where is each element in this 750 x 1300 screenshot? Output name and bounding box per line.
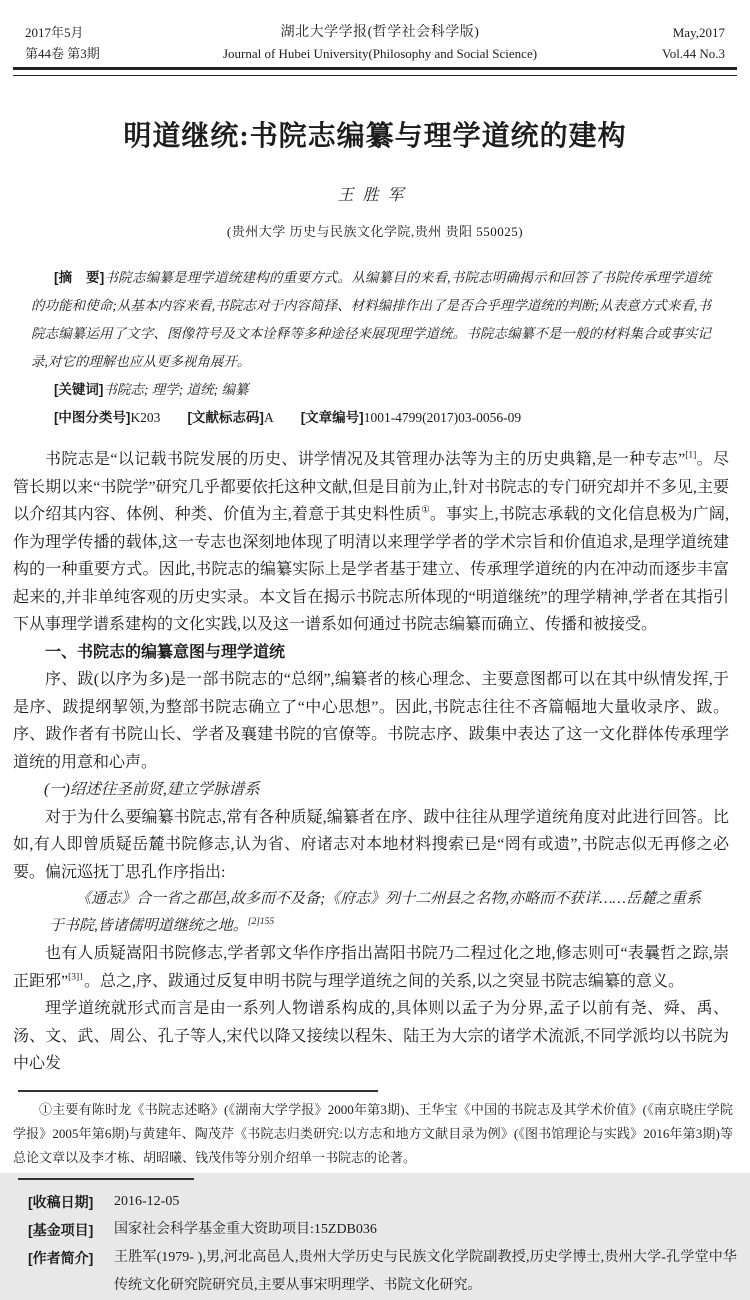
article-author: 王胜军	[337, 187, 413, 204]
footnote-ref-1: ①	[421, 505, 430, 516]
citation-ref-3: [3]1	[68, 972, 84, 983]
author-bio-label: [作者简介]	[28, 1249, 94, 1266]
abstract-paragraph	[31, 264, 711, 376]
article-title: 明道继统:书院志编纂与理学道统的建构	[123, 121, 627, 152]
article-id-label: [文章编号]	[300, 410, 364, 425]
article-meta	[13, 1188, 737, 1300]
doc-code-label: [文献标志码]	[187, 410, 264, 425]
paragraph-5: 理学道统就形式而言是由一系列人物谱系构成的,具体则以孟子为分界,孟子以前有尧、舜、禹、汤、文、武、周公、孔子等人,宋代以降又接续以程朱、陆王为大宗的诸学术流派,不同学派均以书院为中心发	[13, 1000, 729, 1072]
received-date-value: 2016-12-05	[114, 1193, 180, 1209]
header-volume-cn: 第44卷 第3期	[25, 46, 100, 61]
paragraph-3: 对于为什么要编纂书院志,常有各种质疑,编纂者在序、跋中往往从理学道统角度对此进行回答。比如,有人即曾质疑岳麓书院修志,认为省、府诸志对本地材料搜索已是“罔有或遗”,书院志似无再修之必要。偏沅巡抚丁思孔作序指出:	[13, 808, 729, 881]
article-id-value: 1001-4799(2017)03-0056-09	[363, 410, 522, 425]
received-date-row	[28, 1188, 737, 1216]
block-quote	[49, 886, 701, 940]
paragraph-4	[13, 940, 729, 995]
fund-label: [基金项目]	[28, 1221, 94, 1238]
paragraph-1-text: 。尽管长期以来“书院学”研究几乎都要依托这种文献,但是目前为止,针对书院志的专门研究却并不多见,主要以介绍其内容、体例、种类、价值为主,着意于其史料性质	[13, 451, 729, 523]
received-date-label: [收稿日期]	[28, 1193, 94, 1210]
fund-row	[28, 1216, 737, 1244]
abstract-text: 书院志编纂是理学道统建构的重要方式。从编纂目的来看,书院志明确揭示和回答了书院传承理学道统的功能和使命;从基本内容来看,书院志对于内容简择、材料编排作出了是否合乎理学道统的判断;从表意方式来看,书院志编纂运用了文字、图像符号及文本诠释等多种途径来展现理学道统。书院志编纂不是一般的材料集合或事实记录,对它的理解也应从更多视角展开。	[31, 270, 711, 369]
fund-value: 国家社会科学基金重大资助项目:15ZDB036	[114, 1221, 377, 1237]
paragraph-1	[13, 446, 729, 639]
abstract-block	[31, 264, 711, 432]
subsection-heading-1: (一)绍述往圣前贤,建立学脉谱系	[44, 781, 260, 798]
header-date-cn: 2017年5月	[25, 25, 84, 40]
article-body	[13, 446, 729, 1078]
footnote-rule	[18, 1090, 378, 1092]
section-heading-1: 一、书院志的编纂意图与理学道统	[45, 643, 286, 661]
clc-value: K203	[130, 410, 161, 425]
author-bio-row	[28, 1244, 737, 1300]
meta-rule	[18, 1178, 194, 1180]
keywords-row	[31, 376, 711, 404]
article-affiliation: (贵州大学 历史与民族文化学院,贵州 贵阳 550025)	[226, 224, 524, 239]
classification-row	[31, 404, 711, 432]
citation-ref-2: [2]155	[247, 917, 275, 927]
journal-name-en: Journal of Hubei University(Philosophy and Social Science)	[222, 46, 538, 61]
paragraph-1-text: 。事实上,书院志承载的文化信息极为广阔,作为理学传播的载体,这一专志也深刻地体现了明清以来理学学者的学术宗旨和价值追求,是理学道统建构的一种重要方式。因此,书院志的编纂实际上是学者基于建立、传承理学道统的内在冲动而逐步丰富起来的,并非单纯客观的历史实录。本文旨在揭示书院志所体现的“明道继统”的理学精神,学者在其指引下从事理学谱系建构的文化实践,以及这一谱系如何通过书院志编纂而确立、传播和被接受。	[13, 506, 729, 633]
header-rule	[13, 67, 737, 76]
header-journal-name	[145, 22, 615, 64]
paragraph-2: 序、跋(以序为多)是一部书院志的“总纲”,编纂者的核心理念、主要意图都可以在其中纵情发挥,于是序、跋提纲挈领,为整部书院志确立了“中心思想”。因此,书院志往往不吝篇幅地大量收录序、跋。序、跋作者有书院山长、学者及襄建书院的官僚等。书院志序、跋集中表达了这一文化群体传承理学道统的用意和心声。	[13, 671, 729, 771]
paragraph-4-text: 。总之,序、跋通过反复申明书院与理学道统之间的关系,以之突显书院志编纂的意义。	[83, 972, 684, 990]
quote-text: 《通志》合一省之郡邑,故多而不及备;《府志》列十二州县之名物,亦略而不获详……岳麓之重系于书院,皆诸儒明道继统之地。	[49, 891, 701, 934]
header-issue-info-en	[615, 22, 725, 64]
header-issue-info	[25, 22, 145, 64]
journal-header	[13, 22, 737, 64]
doc-code-value: A	[263, 410, 274, 425]
keywords-label: [关键词]	[53, 382, 104, 397]
author-bio-value: 王胜军(1979- ),男,河北高邑人,贵州大学历史与民族文化学院副教授,历史学博士,贵州大学-孔学堂中华传统文化研究院研究员,主要从事宋明理学、书院文化研究。	[114, 1249, 737, 1293]
keywords-text: 书院志; 理学; 道统; 编纂	[103, 382, 249, 397]
paragraph-1-text: 书院志是“以记载书院发展的历史、讲学情况及其管理办法等为主的历史典籍,是一种专志”	[45, 451, 686, 468]
header-volume-en: Vol.44 No.3	[662, 46, 725, 61]
citation-ref-1: [1]	[685, 450, 697, 461]
header-date-en: May,2017	[672, 25, 725, 40]
abstract-label: [摘 要]	[53, 270, 105, 285]
clc-label: [中图分类号]	[53, 410, 131, 425]
journal-name-cn: 湖北大学学报(哲学社会科学版)	[280, 25, 480, 40]
paragraph-4-text: 也有人质疑嵩阳书院修志,学者郭文华作序指出嵩阳书院乃二程过化之地,修志则可“表曩哲之踪,崇正距邪”	[13, 945, 729, 990]
footnote-text: ①主要有陈时龙《书院志述略》(《湖南大学学报》2000年第3期)、王华宝《中国的书院志及其学术价值》(《南京晓庄学院学报》2005年第6期)与黄建年、陶茂芹《书院志归类研究:以方志和地方文献目录为例》(《图书馆理论与实践》2016年第3期)等总论文章以及李才栋、胡昭曦、钱茂伟等分别介绍单一书院志的论著。	[13, 1101, 733, 1165]
